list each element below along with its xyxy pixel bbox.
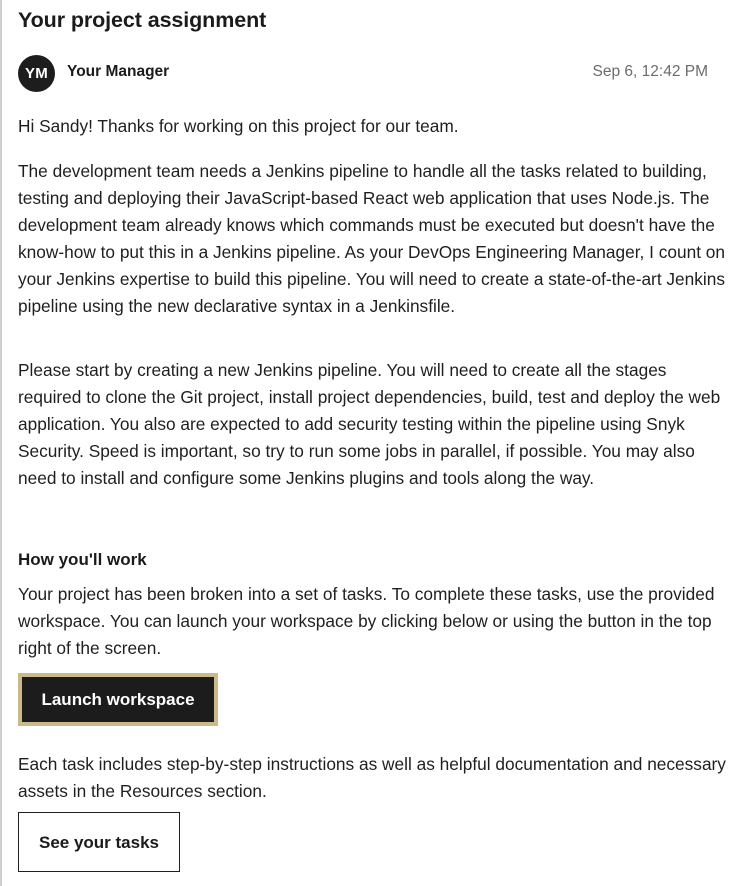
how-you-work-heading: How you'll work bbox=[18, 550, 147, 569]
page-title: Your project assignment bbox=[18, 8, 267, 32]
avatar: YM bbox=[18, 55, 55, 92]
assignment-paragraph-1: The development team needs a Jenkins pipeline to handle all the tasks related to building, testing and deploying their JavaScript-based React web application that uses Node.js. The development team already knows which commands must be executed but doesn't have the know-how to put this in a Jenkins pipeline. As your DevOps Engineering Manager, I count on your Jenkins expertise to build this pipeline. You will need to create a state-of-the-art Jenkins pipeline using the new declarative syntax in a Jenkinsfile. bbox=[18, 161, 726, 316]
workspace-instructions: Your project has been broken into a set of tasks. To complete these tasks, use the provided workspace. You can launch your workspace by clicking below or using the button in the top right of the screen. bbox=[18, 584, 715, 658]
assignment-paragraph-2: Please start by creating a new Jenkins pipeline. You will need to create all the stages required to clone the Git project, install project dependencies, build, test and deploy the web application. You also are expected to add security testing within the pipeline using Snyk Security. Speed is important, so try to run some jobs in parallel, if possible. You may also need to install and configure some Jenkins plugins and tools along the way. bbox=[18, 360, 721, 488]
tasks-description: Each task includes step-by-step instructions as well as helpful documentation and necessary assets in the Resources section. bbox=[18, 754, 726, 801]
message-timestamp: Sep 6, 12:42 PM bbox=[592, 63, 708, 80]
see-your-tasks-button[interactable]: See your tasks bbox=[18, 812, 180, 872]
greeting-text: Hi Sandy! Thanks for working on this project for our team. bbox=[18, 116, 459, 136]
launch-workspace-button[interactable]: Launch workspace bbox=[18, 673, 218, 726]
left-border bbox=[0, 0, 2, 886]
sender-name: Your Manager bbox=[67, 63, 170, 80]
